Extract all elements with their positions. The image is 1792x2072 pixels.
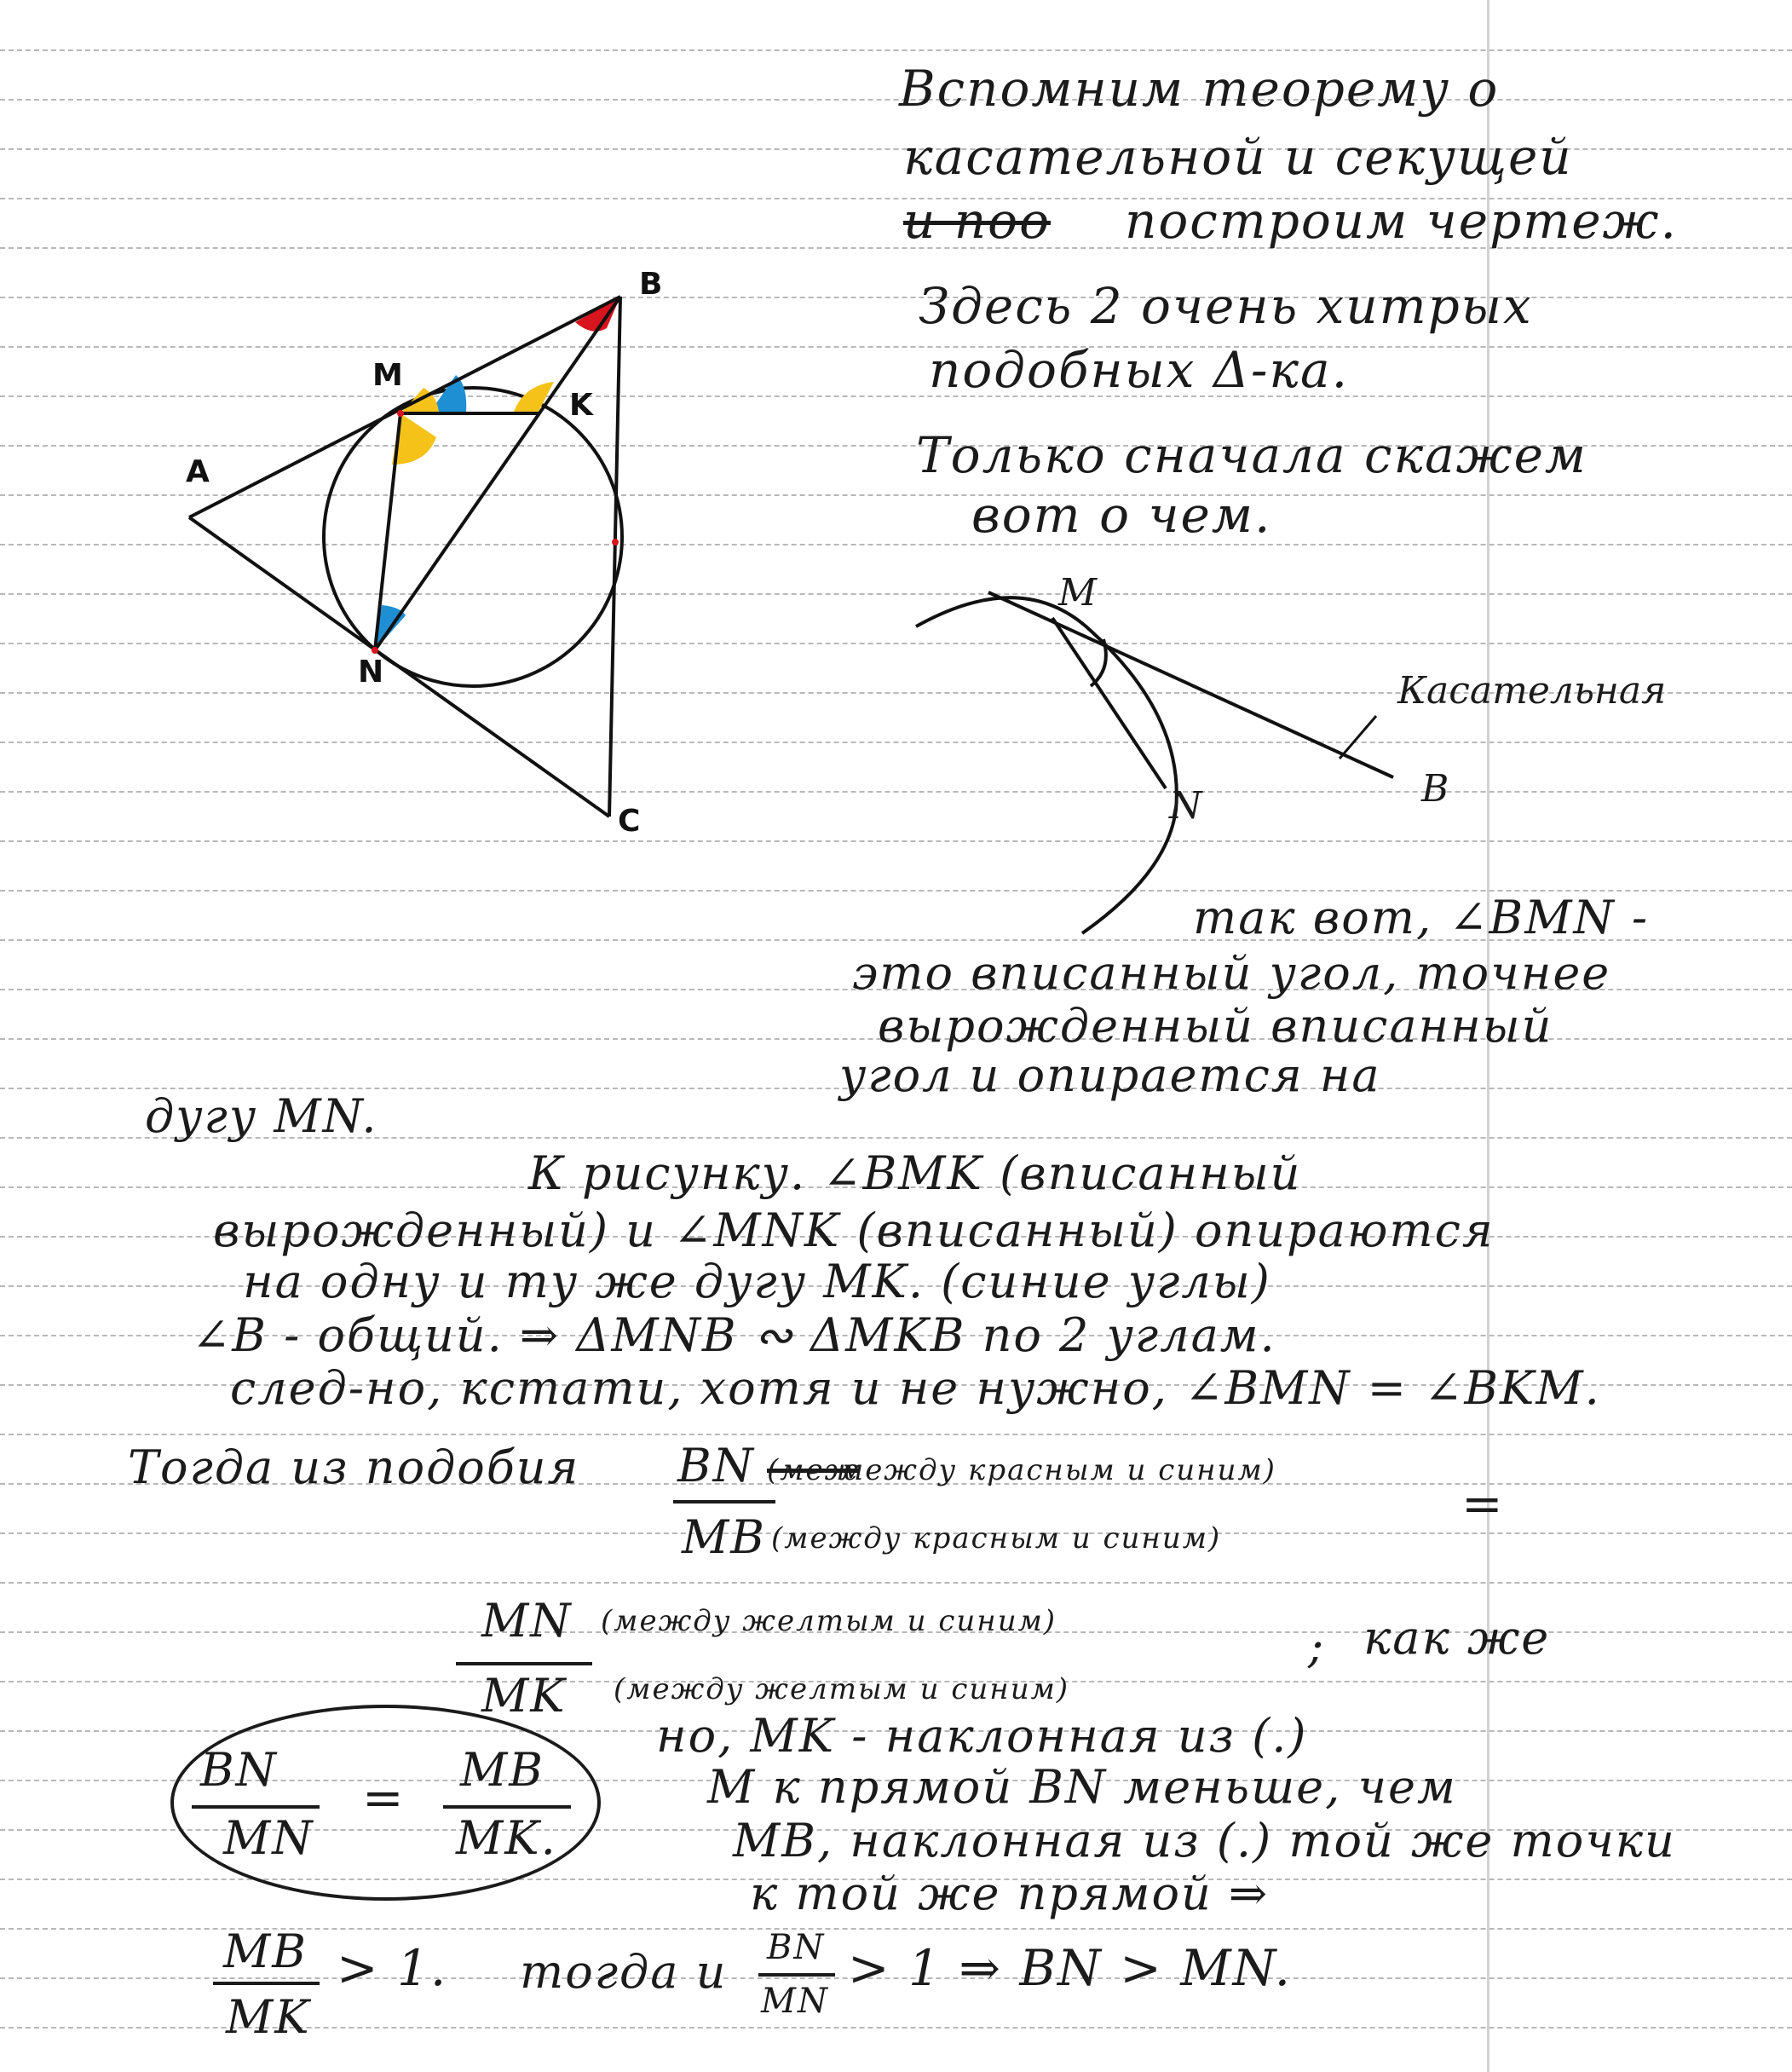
explain-line-3: вырожденный вписанный <box>878 999 1553 1053</box>
reason-line-4: к той же прямой ⇒ <box>750 1867 1270 1920</box>
note-line-6: Только сначала скажем <box>916 426 1588 484</box>
explain-line-5: дугу MN. <box>145 1089 378 1143</box>
label-k: K <box>569 388 593 423</box>
explain-line-7: вырожденный) и ∠MNK (вписанный) опираются <box>213 1203 1495 1257</box>
side-ab <box>189 297 620 517</box>
sketch-tangent-label: Касательная <box>1397 669 1667 713</box>
reason-line-3: MB, наклонная из (.) той же точки <box>733 1814 1676 1867</box>
point-n-dot <box>372 647 378 654</box>
label-n: N <box>358 655 384 690</box>
sketch-arrow <box>1340 716 1376 759</box>
ratio-semicolon: ; <box>1308 1619 1326 1673</box>
sketch-label-n: N <box>1169 784 1202 828</box>
side-bc <box>609 297 620 817</box>
note-line-5: подобных Δ-ка. <box>929 341 1350 399</box>
conclusion-denominator-a: MK <box>226 1990 311 2044</box>
explain-line-1: так вот, ∠BMN - <box>1193 891 1650 944</box>
ratio1-numerator-struck: (меж <box>767 1453 860 1487</box>
ratio2-numerator-note: (между желтым и синим) <box>601 1604 1057 1638</box>
label-a: A <box>186 454 210 489</box>
ratio2-fraction-bar <box>456 1662 592 1665</box>
result-left-denominator: MN <box>223 1811 314 1865</box>
ratio-tail: как же <box>1363 1611 1551 1665</box>
explain-line-9: ∠B - общий. ⇒ ΔMNB ∾ ΔMKB по 2 углам. <box>192 1308 1276 1362</box>
rule-line <box>0 1582 1792 1584</box>
ratio-equals: = <box>1461 1475 1505 1532</box>
explain-line-6: К рисунку. ∠BMK (вписанный <box>528 1146 1302 1200</box>
result-equals: = <box>362 1769 406 1827</box>
explain-line-2: это вписанный угол, точнее <box>852 946 1611 1000</box>
result-left-bar <box>192 1805 320 1809</box>
ratio1-denominator-note: (между красным и синим) <box>771 1521 1222 1555</box>
label-m: M <box>372 358 403 393</box>
ratio1-numerator-note: между красным и синим) <box>839 1453 1276 1487</box>
ratio2-numerator: MN <box>481 1594 573 1648</box>
ratio1-numerator: BN <box>677 1439 755 1492</box>
note-line-3: построим чертеж. <box>1125 192 1678 250</box>
explain-line-8: на одну и ту же дугу MK. (синие углы) <box>243 1255 1271 1308</box>
explain-line-10: след-но, кстати, хотя и не нужно, ∠BMN = ∠BKM. <box>230 1361 1601 1415</box>
conclusion-gt-one: > 1. <box>337 1939 448 1997</box>
conclusion-numerator-a: MB <box>223 1925 308 1978</box>
rule-line <box>0 1434 1792 1435</box>
tangent-sketch <box>895 545 1713 946</box>
note-line-1: Вспомним теорему о <box>899 60 1500 118</box>
label-c: C <box>618 804 641 839</box>
conclusion-bar-b <box>758 1973 835 1977</box>
sketch-arc <box>916 597 1177 933</box>
tangency-dot <box>612 539 619 545</box>
inscribed-circle <box>324 388 622 686</box>
ratio1-denominator: MB <box>682 1510 766 1564</box>
ratio1-fraction-bar <box>673 1500 775 1503</box>
result-right-bar <box>443 1805 571 1809</box>
result-right-denominator: MK. <box>456 1811 557 1865</box>
conclusion-numerator-b: BN <box>767 1928 826 1967</box>
conclusion-final: > 1 ⇒ BN > MN. <box>848 1939 1293 1997</box>
note-line-2: касательной и секущей <box>903 128 1573 186</box>
sketch-label-b: B <box>1421 767 1449 811</box>
result-left-numerator: BN <box>200 1743 278 1797</box>
reason-line-1: но, MK - наклонная из (.) <box>656 1709 1308 1763</box>
ratio2-denominator: MK <box>481 1669 567 1723</box>
explain-line-4: угол и опирается на <box>839 1048 1381 1102</box>
label-b: B <box>639 267 663 302</box>
note-line-4: Здесь 2 очень хитрых <box>919 277 1533 335</box>
reason-line-2: M к прямой BN меньше, чем <box>707 1760 1457 1814</box>
note-line-3-struck: и поо <box>903 192 1051 250</box>
segment-nb <box>375 297 620 650</box>
point-m-dot <box>397 410 404 417</box>
similarity-intro: Тогда из подобия <box>128 1440 580 1494</box>
conclusion-denominator-b: MN <box>761 1982 829 2021</box>
sketch-chord <box>1052 618 1166 788</box>
result-right-numerator: MB <box>460 1743 545 1797</box>
ratio2-denominator-note: (между желтым и синим) <box>614 1672 1070 1706</box>
conclusion-bar-a <box>213 1982 320 1985</box>
sketch-tangent-line <box>988 592 1393 777</box>
note-line-7: вот о чем. <box>971 486 1272 544</box>
triangle-figure <box>0 0 852 895</box>
sketch-label-m: M <box>1058 571 1098 615</box>
conclusion-then: тогда и <box>520 1945 728 1999</box>
